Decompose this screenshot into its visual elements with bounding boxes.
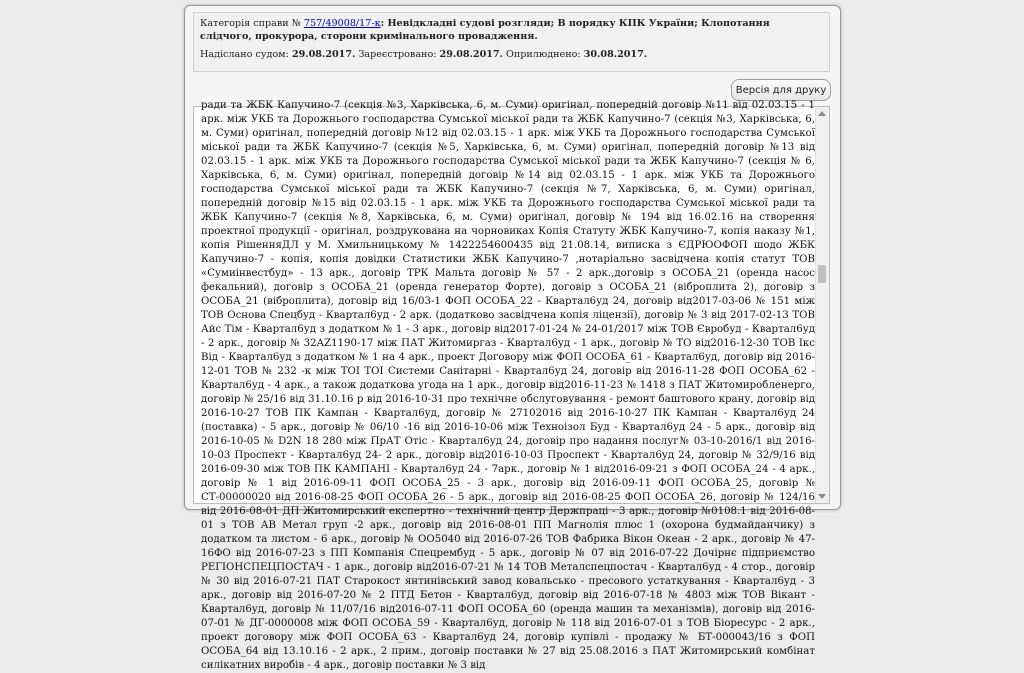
sent-date: 29.08.2017. bbox=[291, 49, 356, 60]
case-number-link[interactable]: 757/49008/17-к bbox=[303, 18, 381, 29]
category-label: Категорія справи № bbox=[200, 18, 301, 29]
scroll-up-arrow-icon[interactable] bbox=[818, 111, 826, 116]
category-text: : Невідкладні судові розгляди; В порядку КПК України; Клопотання слідчого, прокурора, сторони кримінального провадження. bbox=[200, 18, 770, 42]
case-dates-line bbox=[200, 48, 823, 61]
registered-label: Зареєстровано: bbox=[358, 49, 437, 60]
published-label: Оприлюднено: bbox=[506, 49, 581, 60]
scrollbar-thumb[interactable] bbox=[818, 265, 826, 283]
case-category-line bbox=[200, 17, 823, 43]
document-dialog bbox=[184, 5, 841, 671]
document-body-text: ради та ЖБК Капучино-7 (секція №3, Харківська, 6, м. Суми) оригінал, попередній договір №11 від 02.03.15 - 1 арк. між УКБ та Дорожнього господарства Сумської міської ради та ЖБК Капучино-7 (секція №3, Харківська, 6, м. Суми) оригінал, попередній договір №12 від 02.03.15 - 1 арк. між УКБ та Дорожнього господарства Сумської міської ради та ЖБК Капучино-7 (секція №5, Харківська, 6, м. Суми) оригінал, попередній договір №13 від 02.03.15 - 1 арк. між УКБ та Дорожнього господарства Сумської міської ради та ЖБК Капучино-7 (секція № 6, Харківська, 6, м. Суми) оригінал, попередній договір №14 від 02.03.15 - 1 арк. між УКБ та Дорожнього господарства Сумської міської ради та ЖБК Капучино-7 (секція №7, Харківська, 6, м. Суми) оригінал, попередній договір №15 від 02.03.15 - 1 арк. між УКБ та Дорожнього господарства Сумської міської ради та ЖБК Капучино-7 (секція №8, Харківська, 6, м. Суми) оригінал, договір № 194 від 16.02.16 на створення проектної продукції - оригінал, роздрукована на чорновиках Копія Статуту ЖБК Капучино-7, копія наказу №1, копія РішенняДЛ у М. Хмильницькому № 1422254600435 від 21.08.14, виписка з ЄДРЮОФОП шодо ЖБК Капучино-7 - копія, копія довідки Статистики ЖБК Капучино-7 ,нотаріально засвідчена копія статут ТОВ «Сумиінвестбуд» - 13 арк., договір ТРК Мальта договір № 57 - 2 арк.,договір з ОСОБА_21 (оренда насос фекальний), договір з ОСОБА_21 (оренда генератор Форте), договір з ОСОБА_21 (віброплита 2), договір з ОСОБА_21 (віброплита), договір від 16/03-1 ФОП ОСОБА_22 - Квартал6уд 24, договір від2017-03-06 № 151 між ТОВ Основа Спецбуд - Квартал6уд - 2 арк. (додатково засвідчена копія ліцензії), договір № 3 від 2017-02-13 ТОВ Айс Тім - Квартал6уд з додатком № 1 - 3 арк., договір від2017-01-24 № 24-01/2017 між ТОВ Євробуд - Квартал6уд - 2 арк., договір № 32AZ1190-17 між ПАТ Житомиргаз - Квартал6уд - 1 арк., договір № ТО від2016-12-30 ТОВ Ікс Від - Квартал6уд з додатком № 1 на 4 арк., проект Договору між ФОП ОСОБА_61 - Квартал6уд, договір від 2016-12-01 ТОВ № 232 -к між ТОІ ТОІ Системи Санітарні - Квартал6уд 24, договір від 2016-11-28 ФОП ОСОБА_62 - Квартал6уд - 4 арк., а також додаткова угода на 1 арк., договір від2016-11-23 № 1418 з ПАТ Житомиробленерго, договір № 25/16 від 31.10.16 р від 2016-10-31 про технічне обслуговування - ремонт баштового крану, договір від 2016-10-27 ТОВ ПК Кампан - Квартал6уд, договір № 27102016 від 2016-10-27 ПК Кампан - Квартал6уд 24 (поставка) - 5 арк., договір № 06/10 -16 від 2016-10-06 між Техноізол Буд - Квартал6уд 24 - 5 арк., договір від 2016-10-05 № D2N 18 280 між ПрАТ Отіс - Квартал6уд 24, договір про надання послуг№ 03-10-2016/1 від 2016-10-03 Проспект - Квартал6уд 24- 2 арк., договір від2016-10-03 Проспект - Квартал6уд 24, договір № 32/9/16 від 2016-09-30 між ТОВ ПК КАМПАНІ - Квартал6уд 24 - 7арк., договір № 1 від2016-09-21 з ФОП ОСОБА_24 - 4 арк., договір № 1 від 2016-09-11 ФОП ОСОБА_25 - 3 арк., договір від 2016-09-11 ФОП ОСОБА_25, договір № СТ-00000020 від 2016-08-25 ФОП ОСОБА_26 - 5 арк., договір від 2016-08-25 ФОП ОСОБА_26, договір № 124/16 від 2016-08-01 ДП Житомирський експертно - технічний центр Держпраці - 3 арк., договір №0108.1 від 2016-08-01 з ТОВ АВ Метал груп -2 арк., договір від 2016-08-01 ПП Магнолія плюс 1 (охорона будмайданчику) з додатком та листом - 6 арк., договір № ОО5040 від 2016-07-26 ТОВ Фабрика Вікон Океан - 2 арк., договір № 47-16ФО від 2016-07-23 з ПП Компанія Спецрембуд - 5 арк., договір № 07 від 2016-07-22 Дочірнє підприємство РЕГІОНСПЕЦПОСТАЧ - 1 арк., договір від2016-07-21 № 14 ТОВ Металспецпостач - Квартал6уд - 4 стор., договір № 30 від 2016-07-21 ПАТ Старокост янтинівський завод ковальсько - пресового устаткування - Квартал6уд - 3 арк., договір від 2016-07-20 № 2 ПТД Бетон - Квартал6уд, договір від 2016-07-18 № 4803 між ТОВ Вікант - Квартал6уд, договір № 11/07/16 від2016-07-11 ФОП ОСОБА_60 (оренда машин та механізмів), договір від 2016-07-01 № ДГ-0000008 між ФОП ОСОБА_59 - Квартал6уд, договір № 118 від 2016-07-01 з ТОВ Біоресурс - 2 арк., проект договору між ФОП ОСОБА_63 - Квартал6уд 24, договір купівлі - продажу № БТ-000043/16 з ФОП ОСОБА_64 від 13.10.16 - 2 арк., 2 прим., договір поставки № 27 від 25.08.2016 з ПАТ Житомирський комбінат силікатних виробів - 4 арк., договір поставки № 3 від bbox=[201, 100, 815, 671]
scroll-down-arrow-icon[interactable] bbox=[818, 494, 826, 499]
published-date: 30.08.2017. bbox=[583, 49, 648, 60]
print-version-button[interactable]: Версія для друку bbox=[731, 79, 831, 101]
registered-date: 29.08.2017. bbox=[439, 49, 503, 60]
vertical-scrollbar[interactable] bbox=[815, 107, 829, 503]
case-info-header bbox=[193, 12, 830, 72]
sent-label: Надіслано судом: bbox=[200, 49, 289, 60]
document-content-frame[interactable] bbox=[193, 100, 830, 671]
